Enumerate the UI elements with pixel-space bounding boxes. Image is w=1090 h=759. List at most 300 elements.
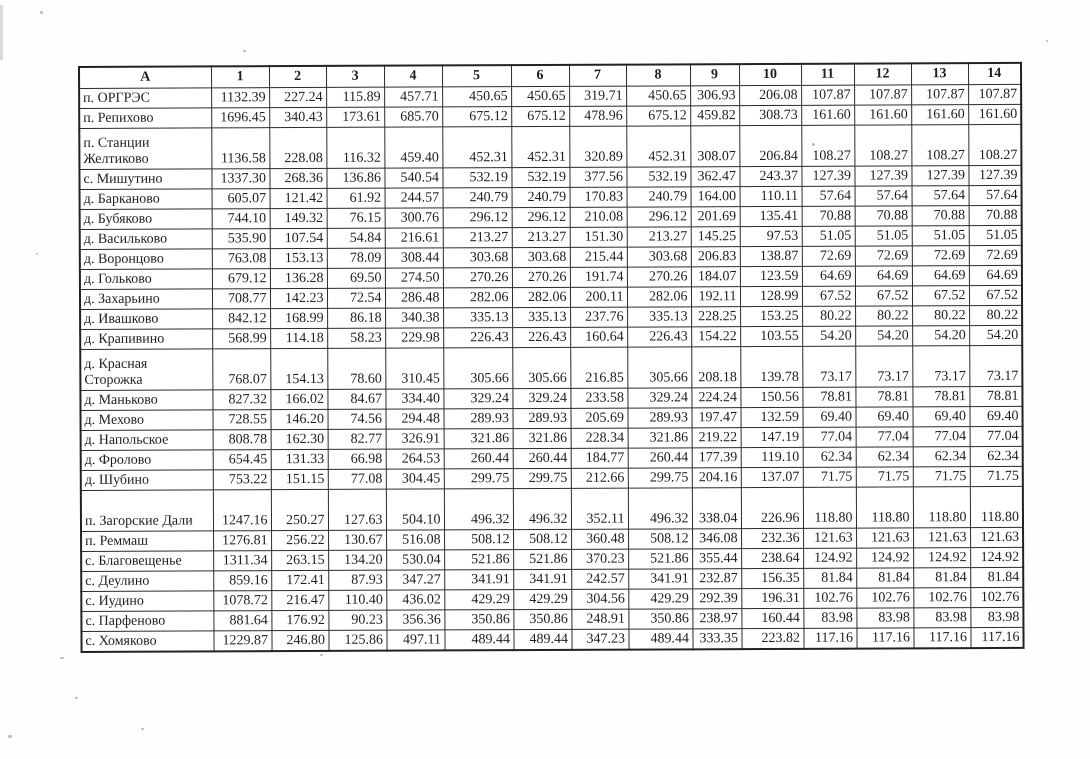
scan-speck xyxy=(36,253,38,255)
value-cell: 121.63 xyxy=(913,528,970,548)
value-cell: 205.69 xyxy=(570,408,627,428)
value-cell: 1276.81 xyxy=(213,531,271,551)
row-name-cell: п. Репихово xyxy=(79,108,211,129)
value-cell: 340.43 xyxy=(269,107,326,127)
value-cell: 150.56 xyxy=(740,387,802,407)
value-cell: 333.35 xyxy=(692,629,741,650)
value-cell: 102.76 xyxy=(970,587,1023,607)
value-cell: 306.93 xyxy=(690,86,739,106)
value-cell: 728.55 xyxy=(213,410,271,430)
value-cell: 308.73 xyxy=(739,105,801,125)
value-cell: 173.61 xyxy=(326,107,384,127)
value-cell: 168.99 xyxy=(270,308,327,328)
table-row xyxy=(80,345,1022,390)
value-cell: 62.34 xyxy=(803,447,856,467)
value-cell: 530.04 xyxy=(386,550,444,570)
value-cell: 76.15 xyxy=(327,208,385,228)
value-cell: 329.24 xyxy=(627,388,691,408)
value-cell: 504.10 xyxy=(386,489,444,530)
column-header-10: 10 xyxy=(739,64,801,86)
table-container xyxy=(78,62,1025,653)
value-cell: 250.27 xyxy=(271,489,328,530)
value-cell: 320.89 xyxy=(569,126,626,167)
value-cell: 329.24 xyxy=(443,389,512,409)
value-cell: 87.93 xyxy=(328,570,386,590)
value-cell: 685.70 xyxy=(384,107,442,127)
value-cell: 62.34 xyxy=(970,446,1023,466)
value-cell: 232.36 xyxy=(741,528,803,548)
row-name-cell: с. Благовещенье xyxy=(81,551,213,572)
value-cell: 226.43 xyxy=(627,327,691,347)
value-cell: 176.92 xyxy=(271,610,328,630)
scan-speck xyxy=(40,11,43,14)
row-name-cell: д. Воронцово xyxy=(80,249,212,270)
scan-speck xyxy=(812,143,815,146)
value-cell: 136.28 xyxy=(270,268,327,288)
value-cell: 72.69 xyxy=(802,246,855,266)
value-cell: 808.78 xyxy=(213,430,271,450)
row-name-cell: п. ОРГРЭС xyxy=(79,88,211,109)
value-cell: 206.84 xyxy=(739,125,801,166)
value-cell: 54.20 xyxy=(855,326,912,346)
scan-speck xyxy=(243,50,246,52)
value-cell: 172.41 xyxy=(271,570,328,590)
value-cell: 81.84 xyxy=(913,568,970,588)
value-cell: 213.27 xyxy=(443,228,512,248)
value-cell: 77.04 xyxy=(856,427,913,447)
row-name-cell: с. Хомяково xyxy=(81,631,213,652)
column-header-1: 1 xyxy=(211,66,269,88)
value-cell: 215.44 xyxy=(570,247,627,267)
value-cell: 69.40 xyxy=(912,407,969,427)
value-cell: 303.68 xyxy=(627,247,691,267)
value-cell: 1229.87 xyxy=(213,631,271,652)
value-cell: 78.81 xyxy=(969,386,1022,406)
value-cell: 110.11 xyxy=(740,186,802,206)
value-cell: 67.52 xyxy=(912,286,969,306)
value-cell: 240.79 xyxy=(627,187,691,207)
column-header-14: 14 xyxy=(968,63,1021,85)
value-cell: 107.87 xyxy=(968,84,1021,104)
value-cell: 452.31 xyxy=(511,126,569,167)
row-name-cell: д. Ивашково xyxy=(80,309,212,330)
value-cell: 137.07 xyxy=(741,467,803,487)
value-cell: 64.69 xyxy=(912,266,969,286)
value-cell: 117.16 xyxy=(803,628,856,649)
value-cell: 296.12 xyxy=(512,207,570,227)
value-cell: 246.80 xyxy=(271,630,328,651)
value-cell: 54.20 xyxy=(969,325,1022,345)
value-cell: 73.17 xyxy=(802,346,855,387)
value-cell: 83.98 xyxy=(856,608,913,628)
value-cell: 54.20 xyxy=(802,326,855,346)
scan-speck xyxy=(320,654,323,656)
value-cell: 147.19 xyxy=(741,427,803,447)
column-header-13: 13 xyxy=(911,63,968,85)
row-name-cell: д. Васильково xyxy=(80,229,212,250)
value-cell: 127.63 xyxy=(328,489,386,530)
value-cell: 489.44 xyxy=(513,629,571,650)
value-cell: 450.65 xyxy=(626,86,690,106)
column-header-8: 8 xyxy=(626,64,690,86)
value-cell: 240.79 xyxy=(512,187,570,207)
value-cell: 81.84 xyxy=(970,567,1023,587)
row-name-cell: д. Красная Сторожка xyxy=(80,349,212,391)
value-cell: 304.56 xyxy=(571,589,628,609)
value-cell: 69.40 xyxy=(802,407,855,427)
value-cell: 114.18 xyxy=(270,328,327,348)
value-cell: 57.64 xyxy=(802,186,855,206)
value-cell: 289.93 xyxy=(443,409,512,429)
value-cell: 80.22 xyxy=(969,305,1022,325)
table-row xyxy=(81,486,1023,531)
scan-speck xyxy=(141,728,144,730)
value-cell: 161.60 xyxy=(801,105,854,125)
value-cell: 62.34 xyxy=(913,447,970,467)
value-cell: 489.44 xyxy=(444,630,513,651)
value-cell: 206.83 xyxy=(691,247,740,267)
scan-speck xyxy=(8,735,12,738)
value-cell: 127.39 xyxy=(854,166,911,186)
value-cell: 260.44 xyxy=(444,449,513,469)
value-cell: 134.20 xyxy=(328,550,386,570)
value-cell: 54.20 xyxy=(912,326,969,346)
value-cell: 77.08 xyxy=(328,469,386,489)
value-cell: 146.20 xyxy=(271,409,328,429)
value-cell: 64.69 xyxy=(855,266,912,286)
value-cell: 270.26 xyxy=(512,267,570,287)
value-cell: 142.23 xyxy=(270,288,327,308)
value-cell: 296.12 xyxy=(443,208,512,228)
value-cell: 145.25 xyxy=(691,227,740,247)
value-cell: 496.32 xyxy=(513,488,571,529)
value-cell: 450.65 xyxy=(442,87,511,107)
value-cell: 356.36 xyxy=(386,610,444,630)
value-cell: 304.45 xyxy=(386,469,444,489)
value-cell: 71.75 xyxy=(803,467,856,487)
value-cell: 270.26 xyxy=(627,267,691,287)
value-cell: 459.40 xyxy=(384,127,442,168)
value-cell: 346.08 xyxy=(692,529,741,549)
value-cell: 1132.39 xyxy=(211,88,269,108)
value-cell: 78.81 xyxy=(802,387,855,407)
value-cell: 162.30 xyxy=(271,429,328,449)
value-cell: 496.32 xyxy=(628,488,692,529)
value-cell: 70.88 xyxy=(855,206,912,226)
row-name-cell: д. Мехово xyxy=(81,410,213,431)
value-cell: 338.04 xyxy=(692,488,741,529)
value-cell: 1078.72 xyxy=(213,591,271,611)
value-cell: 1311.34 xyxy=(213,551,271,571)
value-cell: 289.93 xyxy=(512,408,570,428)
value-cell: 107.87 xyxy=(801,85,854,105)
value-cell: 242.57 xyxy=(571,569,628,589)
value-cell: 355.44 xyxy=(692,549,741,569)
value-cell: 508.12 xyxy=(444,530,513,550)
value-cell: 135.41 xyxy=(740,206,802,226)
row-name-cell: д. Крапивино xyxy=(80,329,212,350)
value-cell: 263.15 xyxy=(271,550,328,570)
value-cell: 119.10 xyxy=(741,447,803,467)
value-cell: 139.78 xyxy=(740,346,802,387)
column-header-11: 11 xyxy=(801,64,854,86)
value-cell: 535.90 xyxy=(212,229,270,249)
value-cell: 286.48 xyxy=(385,288,443,308)
value-cell: 679.12 xyxy=(212,269,270,289)
corner-header: А xyxy=(79,66,211,88)
value-cell: 1337.30 xyxy=(211,169,269,189)
row-name-cell: п. Реммаш xyxy=(81,531,213,552)
value-cell: 496.32 xyxy=(444,489,513,530)
value-cell: 243.37 xyxy=(739,166,801,186)
row-name-cell: с. Иудино xyxy=(81,591,213,612)
value-cell: 294.48 xyxy=(386,409,444,429)
value-cell: 151.15 xyxy=(271,469,328,489)
value-cell: 123.59 xyxy=(740,266,802,286)
value-cell: 568.99 xyxy=(212,329,270,349)
value-cell: 540.54 xyxy=(384,168,442,188)
column-header-7: 7 xyxy=(569,65,626,87)
value-cell: 128.99 xyxy=(740,286,802,306)
value-cell: 264.53 xyxy=(386,449,444,469)
value-cell: 299.75 xyxy=(513,468,571,488)
value-cell: 132.59 xyxy=(740,407,802,427)
value-cell: 117.16 xyxy=(913,628,970,649)
value-cell: 352.11 xyxy=(571,488,628,529)
value-cell: 51.05 xyxy=(855,226,912,246)
value-cell: 57.64 xyxy=(855,186,912,206)
value-cell: 71.75 xyxy=(970,466,1023,486)
value-cell: 1136.58 xyxy=(211,128,269,169)
value-cell: 78.09 xyxy=(327,248,385,268)
value-cell: 116.32 xyxy=(326,127,384,168)
value-cell: 57.64 xyxy=(912,186,969,206)
value-cell: 69.40 xyxy=(855,407,912,427)
value-cell: 308.44 xyxy=(385,248,443,268)
column-header-3: 3 xyxy=(326,66,384,88)
value-cell: 80.22 xyxy=(912,306,969,326)
value-cell: 78.81 xyxy=(855,387,912,407)
value-cell: 54.84 xyxy=(327,228,385,248)
value-cell: 329.24 xyxy=(512,388,570,408)
value-cell: 429.29 xyxy=(628,589,692,609)
value-cell: 110.40 xyxy=(328,590,386,610)
value-cell: 130.67 xyxy=(328,530,386,550)
value-cell: 66.98 xyxy=(328,449,386,469)
value-cell: 131.33 xyxy=(271,449,328,469)
value-cell: 72.54 xyxy=(327,288,385,308)
value-cell: 532.19 xyxy=(442,168,511,188)
value-cell: 362.47 xyxy=(690,167,739,187)
value-cell: 321.86 xyxy=(513,428,571,448)
value-cell: 508.12 xyxy=(628,529,692,549)
value-cell: 71.75 xyxy=(913,467,970,487)
value-cell: 299.75 xyxy=(628,468,692,488)
value-cell: 335.13 xyxy=(443,308,512,328)
value-cell: 341.91 xyxy=(444,570,513,590)
value-cell: 84.67 xyxy=(327,389,385,409)
value-cell: 326.91 xyxy=(386,429,444,449)
value-cell: 859.16 xyxy=(213,571,271,591)
value-cell: 161.60 xyxy=(911,105,968,125)
value-cell: 124.92 xyxy=(970,547,1023,567)
value-cell: 768.07 xyxy=(212,349,270,390)
column-header-2: 2 xyxy=(269,66,326,88)
value-cell: 268.36 xyxy=(269,168,326,188)
value-cell: 347.23 xyxy=(571,629,628,650)
value-cell: 196.31 xyxy=(741,588,803,608)
value-cell: 97.53 xyxy=(740,226,802,246)
value-cell: 77.04 xyxy=(970,426,1023,446)
data-table xyxy=(78,62,1025,653)
value-cell: 73.17 xyxy=(855,346,912,387)
value-cell: 216.85 xyxy=(570,347,627,388)
value-cell: 170.83 xyxy=(570,187,627,207)
value-cell: 107.54 xyxy=(270,228,327,248)
value-cell: 72.69 xyxy=(969,245,1022,265)
value-cell: 117.16 xyxy=(970,627,1023,648)
scan-speck xyxy=(75,697,78,699)
scan-speck xyxy=(1046,40,1048,42)
value-cell: 72.69 xyxy=(855,246,912,266)
value-cell: 161.60 xyxy=(854,105,911,125)
scan-speck xyxy=(60,657,64,659)
value-cell: 124.92 xyxy=(803,548,856,568)
row-name-cell: д. Шубино xyxy=(81,470,213,491)
value-cell: 177.39 xyxy=(692,448,741,468)
value-cell: 478.96 xyxy=(569,106,626,126)
value-cell: 160.44 xyxy=(741,608,803,628)
value-cell: 350.86 xyxy=(513,609,571,629)
value-cell: 108.27 xyxy=(801,125,854,166)
value-cell: 226.43 xyxy=(512,327,570,347)
value-cell: 219.22 xyxy=(692,428,741,448)
value-cell: 67.52 xyxy=(855,286,912,306)
value-cell: 224.24 xyxy=(691,388,740,408)
value-cell: 124.92 xyxy=(913,548,970,568)
value-cell: 216.47 xyxy=(271,590,328,610)
row-name-cell: с. Парфеново xyxy=(81,611,213,632)
value-cell: 71.75 xyxy=(856,467,913,487)
value-cell: 244.57 xyxy=(385,188,443,208)
value-cell: 117.16 xyxy=(856,628,913,649)
value-cell: 78.81 xyxy=(912,387,969,407)
table-row xyxy=(81,627,1023,652)
value-cell: 521.86 xyxy=(444,550,513,570)
value-cell: 118.80 xyxy=(970,486,1023,527)
value-cell: 489.44 xyxy=(628,629,692,650)
value-cell: 210.08 xyxy=(570,207,627,227)
value-cell: 83.98 xyxy=(913,608,970,628)
value-cell: 429.29 xyxy=(444,590,513,610)
value-cell: 61.92 xyxy=(327,188,385,208)
value-cell: 296.12 xyxy=(627,207,691,227)
value-cell: 58.23 xyxy=(327,328,385,348)
value-cell: 136.86 xyxy=(326,168,384,188)
value-cell: 370.23 xyxy=(571,549,628,569)
value-cell: 274.50 xyxy=(385,268,443,288)
value-cell: 675.12 xyxy=(626,106,690,126)
value-cell: 62.34 xyxy=(856,447,913,467)
value-cell: 228.08 xyxy=(269,127,326,168)
value-cell: 153.25 xyxy=(740,306,802,326)
row-name-cell: д. Фролово xyxy=(81,450,213,471)
value-cell: 341.91 xyxy=(513,569,571,589)
value-cell: 121.63 xyxy=(856,528,913,548)
value-cell: 77.04 xyxy=(913,427,970,447)
value-cell: 102.76 xyxy=(913,588,970,608)
value-cell: 1696.45 xyxy=(211,108,269,128)
value-cell: 223.82 xyxy=(741,628,803,649)
value-cell: 74.56 xyxy=(328,409,386,429)
value-cell: 77.04 xyxy=(803,427,856,447)
value-cell: 675.12 xyxy=(442,107,511,127)
value-cell: 270.26 xyxy=(443,268,512,288)
value-cell: 57.64 xyxy=(969,185,1022,205)
value-cell: 51.05 xyxy=(802,226,855,246)
value-cell: 532.19 xyxy=(511,167,569,187)
value-cell: 151.30 xyxy=(570,227,627,247)
value-cell: 232.87 xyxy=(692,569,741,589)
value-cell: 282.06 xyxy=(443,288,512,308)
value-cell: 127.39 xyxy=(968,165,1021,185)
value-cell: 319.71 xyxy=(569,86,626,106)
value-cell: 121.63 xyxy=(803,528,856,548)
value-cell: 321.86 xyxy=(444,429,513,449)
value-cell: 334.40 xyxy=(385,389,443,409)
value-cell: 260.44 xyxy=(513,448,571,468)
value-cell: 675.12 xyxy=(511,106,569,126)
value-cell: 82.77 xyxy=(328,429,386,449)
value-cell: 228.34 xyxy=(571,428,628,448)
value-cell: 83.98 xyxy=(803,608,856,628)
value-cell: 70.88 xyxy=(802,206,855,226)
value-cell: 1247.16 xyxy=(213,490,271,531)
column-header-12: 12 xyxy=(854,63,911,85)
value-cell: 51.05 xyxy=(969,225,1022,245)
column-header-6: 6 xyxy=(511,65,569,87)
value-cell: 753.22 xyxy=(213,470,271,490)
value-cell: 452.31 xyxy=(442,127,511,168)
value-cell: 213.27 xyxy=(512,227,570,247)
value-cell: 459.82 xyxy=(690,106,739,126)
value-cell: 69.50 xyxy=(327,268,385,288)
value-cell: 156.35 xyxy=(741,568,803,588)
value-cell: 108.27 xyxy=(854,125,911,166)
value-cell: 457.71 xyxy=(384,87,442,107)
table-row xyxy=(79,124,1021,169)
value-cell: 237.76 xyxy=(570,307,627,327)
value-cell: 452.31 xyxy=(626,126,690,167)
value-cell: 124.92 xyxy=(856,548,913,568)
value-cell: 228.25 xyxy=(691,307,740,327)
value-cell: 90.23 xyxy=(328,610,386,630)
value-cell: 72.69 xyxy=(912,246,969,266)
value-cell: 256.22 xyxy=(271,530,328,550)
value-cell: 154.22 xyxy=(691,327,740,347)
value-cell: 192.11 xyxy=(691,287,740,307)
value-cell: 80.22 xyxy=(802,306,855,326)
value-cell: 305.66 xyxy=(443,348,512,389)
value-cell: 78.60 xyxy=(327,348,385,389)
row-name-cell: д. Маньково xyxy=(80,390,212,411)
value-cell: 201.69 xyxy=(691,207,740,227)
value-cell: 521.86 xyxy=(513,549,571,569)
value-cell: 341.91 xyxy=(628,569,692,589)
value-cell: 335.13 xyxy=(627,307,691,327)
value-cell: 102.76 xyxy=(803,588,856,608)
value-cell: 115.89 xyxy=(326,87,384,107)
